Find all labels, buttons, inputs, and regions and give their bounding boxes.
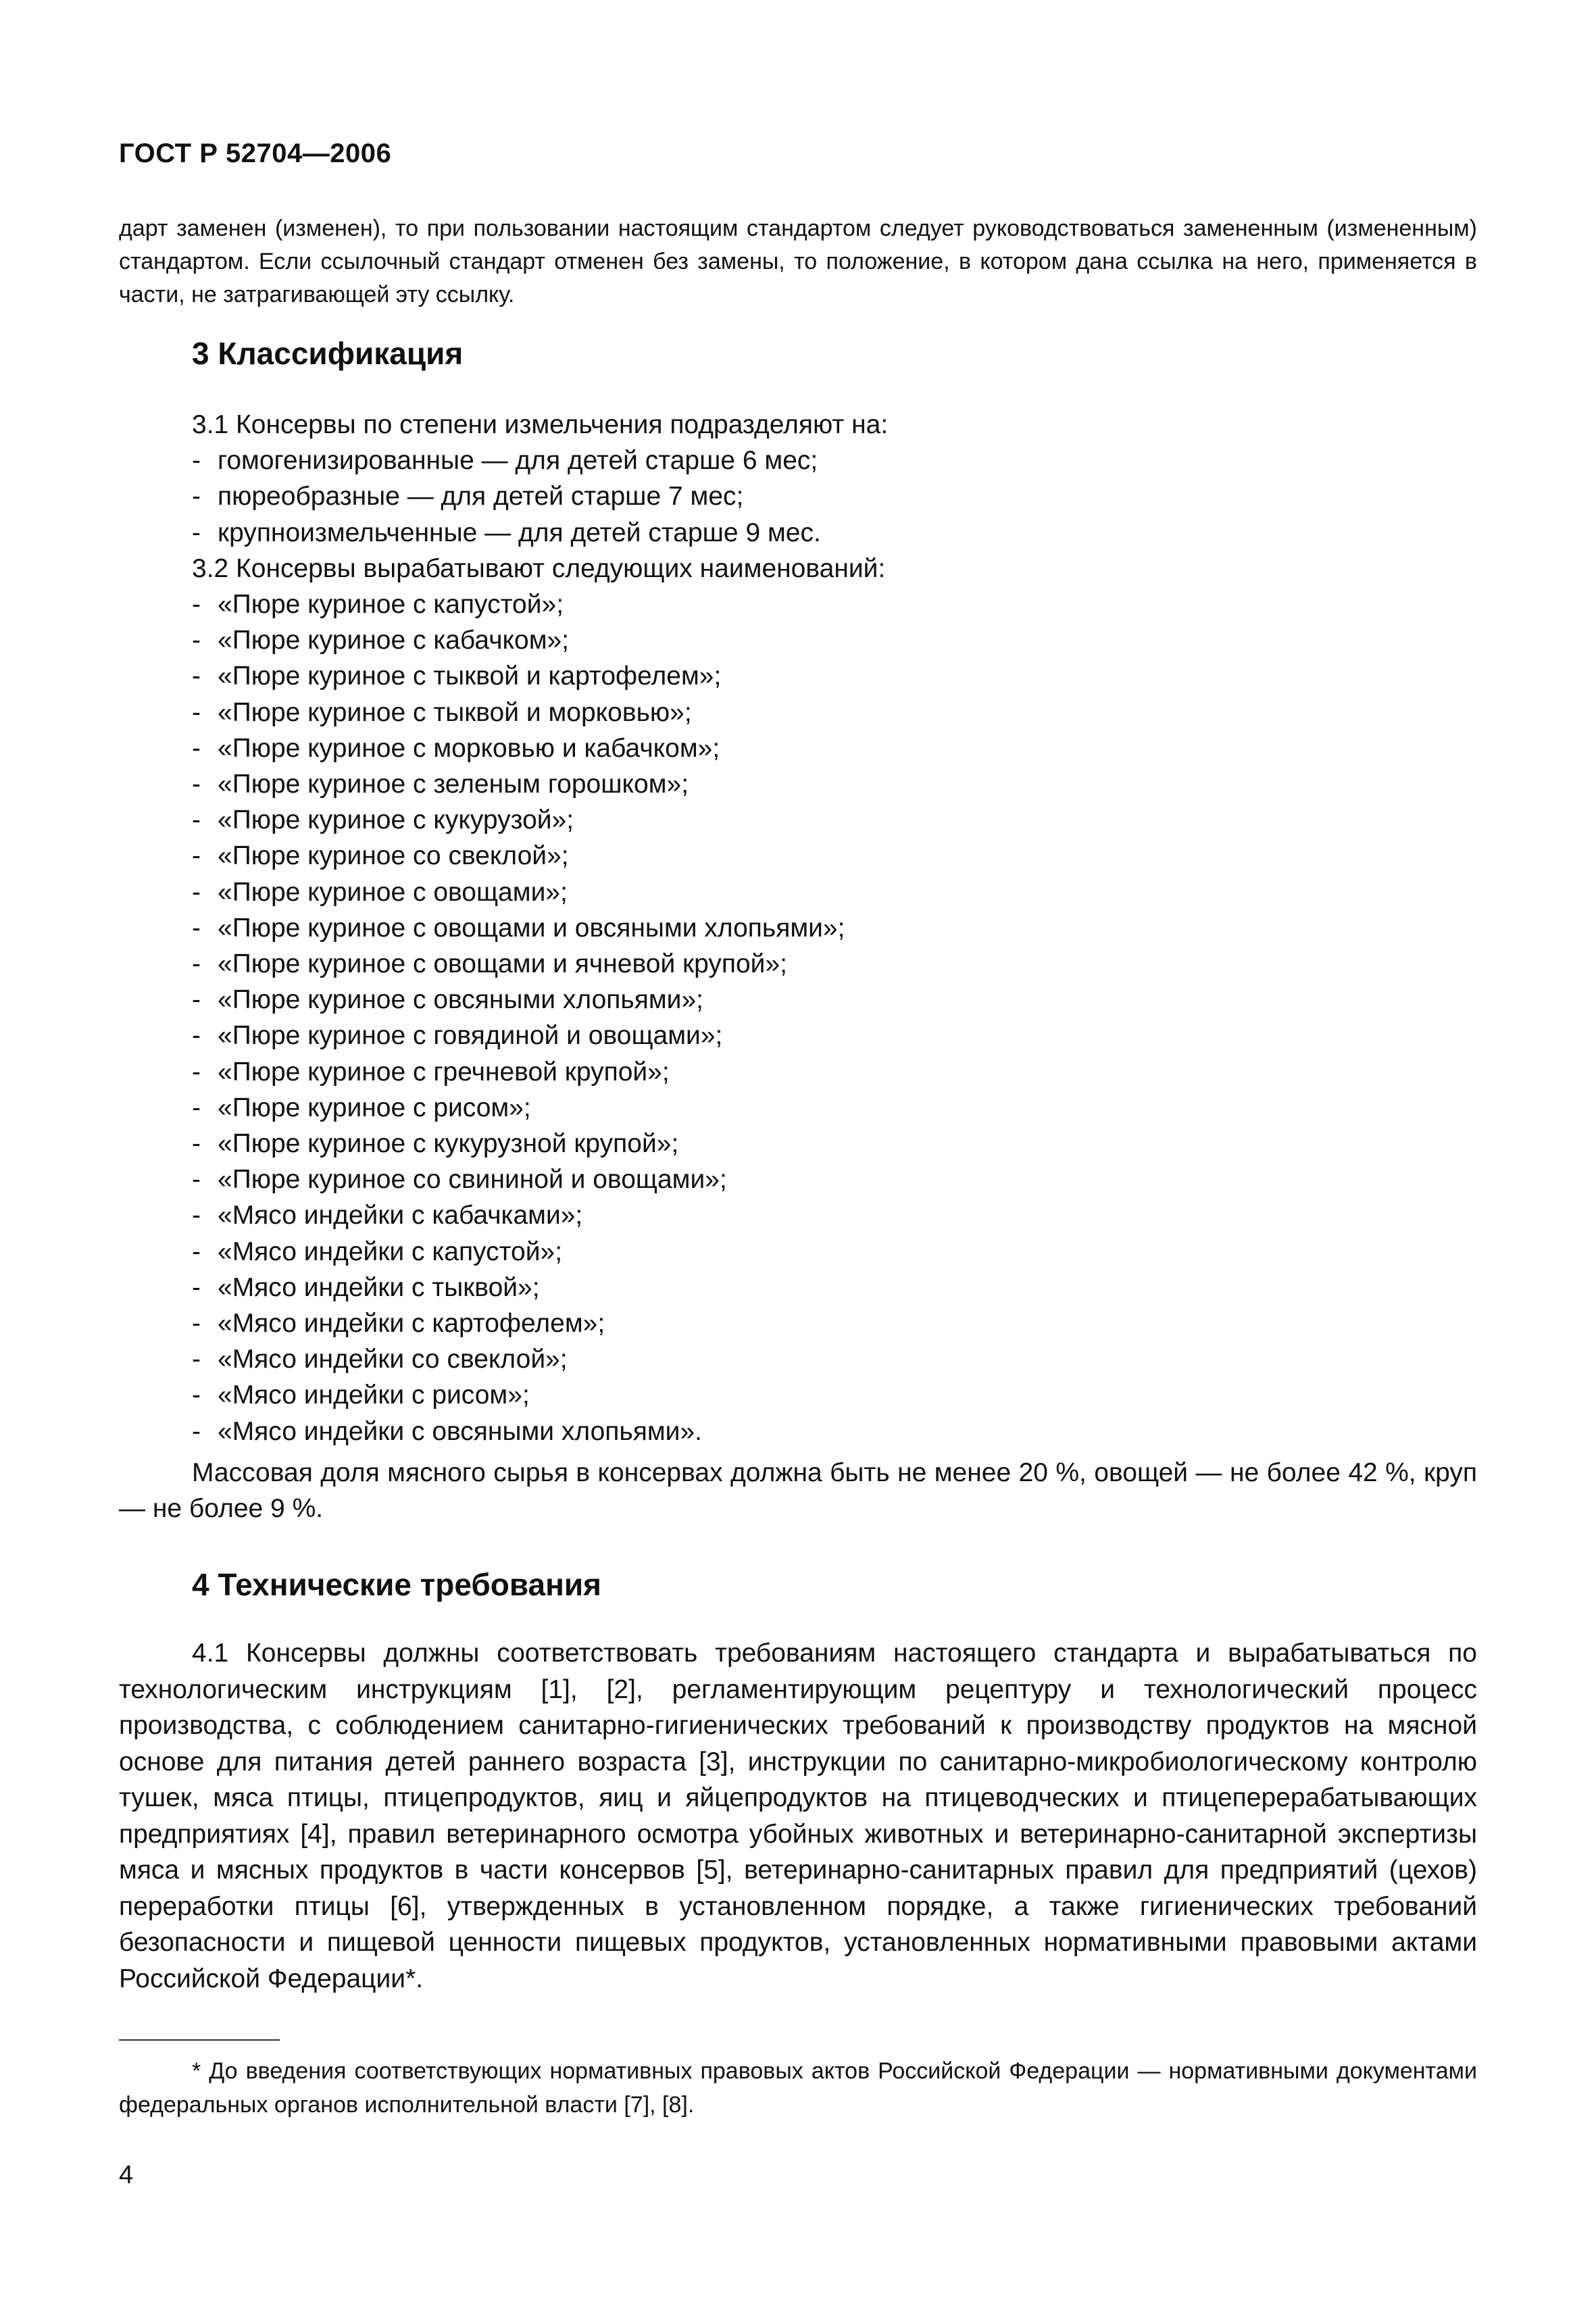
- list-item: [192, 1234, 1477, 1270]
- document-page: [119, 0, 1477, 2315]
- intro-paragraph: дарт заменен (изменен), то при пользовании настоящим стандартом следует руководствоваться замененным (измененным) стандартом. Если ссылочный стандарт отменен без замены, то положение, в котором дана ссылка на него, применяется в части, не затрагивающей эту ссылку.: [119, 216, 1477, 307]
- list-dash: -: [192, 805, 201, 835]
- list-item: [192, 766, 1477, 802]
- list-dash: -: [192, 1416, 201, 1446]
- list-dash: -: [192, 1021, 201, 1051]
- list-item: [192, 515, 1477, 551]
- list-dash: -: [192, 1380, 201, 1410]
- list-item-text: «Мясо индейки со свеклой»;: [218, 1345, 568, 1374]
- list-item: [192, 1197, 1477, 1233]
- list-item: [192, 1377, 1477, 1413]
- list-item-text: «Пюре куриное с кабачком»;: [218, 626, 570, 655]
- list-item-text: «Мясо индейки с овсяными хлопьями».: [218, 1416, 702, 1446]
- list-dash: -: [192, 913, 201, 943]
- list-dash: -: [192, 1093, 201, 1122]
- list-dash: -: [192, 985, 201, 1015]
- list-item-text: «Пюре куриное с овощами и ячневой крупой»;: [218, 949, 787, 979]
- list-item: [192, 695, 1477, 730]
- list-item-text: «Пюре куриное с овощами»;: [218, 877, 568, 907]
- list-item-text: «Пюре куриное с тыквой и морковью»;: [218, 697, 692, 727]
- list-item-text: «Пюре куриное с зеленым горошком»;: [218, 770, 689, 799]
- list-item: [192, 1341, 1477, 1377]
- list-dash: -: [192, 1057, 201, 1087]
- list-dash: -: [192, 518, 201, 547]
- list-dash: -: [192, 949, 201, 979]
- list-item-text: «Мясо индейки с тыквой»;: [218, 1272, 540, 1302]
- list-item: [192, 1126, 1477, 1162]
- list-item: [192, 1054, 1477, 1090]
- list-item: [192, 1270, 1477, 1305]
- list-item: [192, 910, 1477, 946]
- list-dash: -: [192, 626, 201, 655]
- list-dash: -: [192, 841, 201, 871]
- list-item: [192, 838, 1477, 874]
- list-item-text: «Пюре куриное с рисом»;: [218, 1093, 531, 1122]
- list-item-text: «Пюре куриное со свининой и овощами»;: [218, 1165, 727, 1195]
- list-item-text: «Пюре куриное с тыквой и картофелем»;: [218, 662, 722, 691]
- list-dash: -: [192, 1272, 201, 1302]
- list-item: [192, 982, 1477, 1018]
- section-4-heading: 4 Технические требования: [192, 1567, 601, 1602]
- footnote: * До введения соответствующих нормативных правовых актов Российской Федерации — нормативными документами федеральных органов исполнительной власти [7], [8].: [119, 2058, 1477, 2118]
- list-item-text: «Пюре куриное с кукурузой»;: [218, 805, 574, 835]
- list-dash: -: [192, 1129, 201, 1159]
- list-dash: -: [192, 662, 201, 691]
- list-dash: -: [192, 482, 201, 512]
- page-number: 4: [119, 2161, 134, 2189]
- list-item: [192, 1090, 1477, 1126]
- list-item-text: крупноизмельченные — для детей старше 9 мес.: [218, 518, 821, 547]
- list-item-text: «Мясо индейки с капустой»;: [218, 1237, 563, 1266]
- list-item-text: «Пюре куриное с говядиной и овощами»;: [218, 1021, 723, 1051]
- list-item-text: гомогенизированные — для детей старше 6 мес;: [218, 446, 818, 476]
- list-dash: -: [192, 1309, 201, 1339]
- list-item: [192, 1414, 1477, 1449]
- list-item-text: «Пюре куриное со свеклой»;: [218, 841, 569, 871]
- section-3-heading: 3 Классификация: [192, 336, 464, 371]
- document-code-header: ГОСТ Р 52704—2006: [119, 139, 392, 168]
- list-item-text: «Пюре куриное с капустой»;: [218, 590, 564, 620]
- list-dash: -: [192, 1345, 201, 1374]
- list-dash: -: [192, 1201, 201, 1230]
- list-item: [192, 658, 1477, 694]
- list-item-text: «Пюре куриное с овощами и овсяными хлопьями»;: [218, 913, 845, 943]
- list-item-text: «Мясо индейки с кабачками»;: [218, 1201, 583, 1230]
- footnote-separator: [119, 2039, 280, 2041]
- list-dash: -: [192, 733, 201, 763]
- list-item: [192, 730, 1477, 766]
- list-item: [192, 874, 1477, 910]
- list-dash: -: [192, 697, 201, 727]
- list-dash: -: [192, 877, 201, 907]
- list-dash: -: [192, 590, 201, 620]
- list-item-text: пюреобразные — для детей старше 7 мес;: [218, 482, 744, 512]
- list-item: [192, 1305, 1477, 1341]
- list-item: [192, 1018, 1477, 1053]
- list-item: [192, 946, 1477, 982]
- list-item-text: «Пюре куриное с гречневой крупой»;: [218, 1057, 670, 1087]
- classification-content: [192, 407, 1477, 1449]
- list-item: [192, 443, 1477, 478]
- list-item-text: «Пюре куриное с морковью и кабачком»;: [218, 733, 720, 763]
- list-item: [192, 587, 1477, 622]
- list-item-text: «Пюре куриное с овсяными хлопьями»;: [218, 985, 703, 1015]
- product-names-list: [192, 587, 1477, 1449]
- grinding-degree-list: [192, 443, 1477, 551]
- clause-4-1-paragraph: 4.1 Консервы должны соответствовать требованиям настоящего стандарта и вырабатываться по технологическим инструкциям [1], [2], регламентирующим рецептуру и технологический процесс производства, с соблюдением санитарно-гигиенических требований к производству продуктов на мясной основе для питания детей раннего возраста [3], инструкции по санитарно-микробиологическому контролю тушек, мяса птицы, птицепродуктов, яиц и яйцепродуктов на птицеводческих и птицеперерабатывающих предприятиях [4], правил ветеринарного осмотра убойных животных и ветеринарно-санитарной экспертизы мяса и мясных продуктов в части консервов [5], ветеринарно-санитарных правил для предприятий (цехов) переработки птицы [6], утвержденных в установленном порядке, а также гигиенических требований безопасности и пищевой ценности пищевых продуктов, установленных нормативными правовыми актами Российской Федерации*.: [119, 1639, 1477, 1993]
- list-item: [192, 622, 1477, 658]
- list-item: [192, 1162, 1477, 1197]
- list-item-text: «Мясо индейки с рисом»;: [218, 1380, 530, 1410]
- clause-3-1-intro: 3.1 Консервы по степени измельчения подразделяют на:: [192, 410, 889, 439]
- list-item-text: «Пюре куриное с кукурузной крупой»;: [218, 1129, 679, 1159]
- list-item: [192, 478, 1477, 514]
- clause-3-2-intro: 3.2 Консервы вырабатывают следующих наименований:: [192, 553, 886, 583]
- list-dash: -: [192, 1165, 201, 1195]
- mass-fraction-paragraph: Массовая доля мясного сырья в консервах должна быть не менее 20 %, овощей — не более 42 %, круп — не более 9 %.: [119, 1458, 1477, 1523]
- list-item: [192, 802, 1477, 838]
- list-dash: -: [192, 446, 201, 476]
- list-dash: -: [192, 1237, 201, 1266]
- list-item-text: «Мясо индейки с картофелем»;: [218, 1309, 605, 1339]
- list-dash: -: [192, 770, 201, 799]
